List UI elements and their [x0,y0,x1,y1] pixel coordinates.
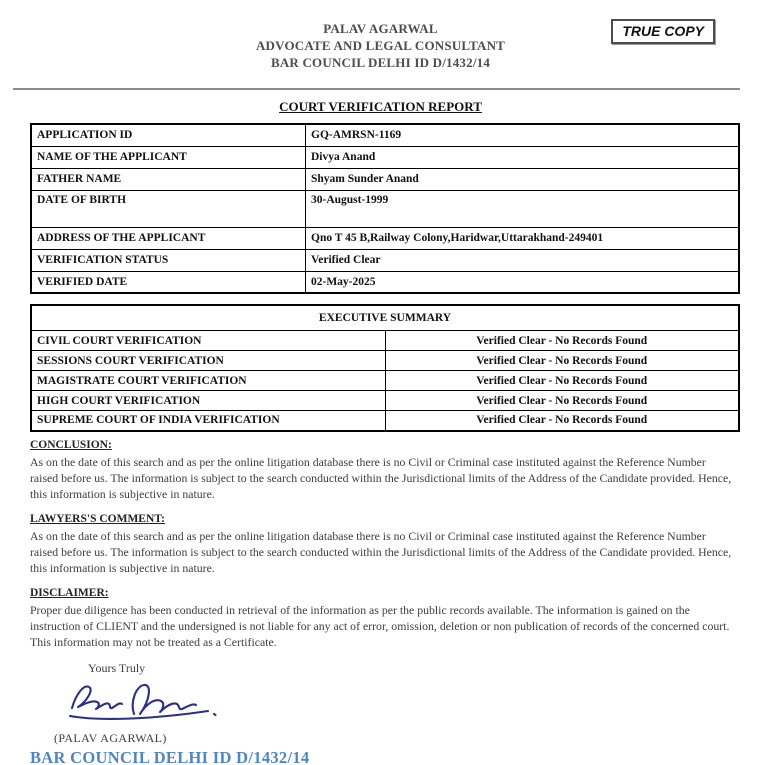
section-heading: CONCLUSION: [30,438,112,451]
report-title: COURT VERIFICATION REPORT [279,99,482,114]
section-body: Proper due diligence has been conducted in retrieval of the information as per the public records available. The information is gained on the instruction of CLIENT and the undersigned is not liable for any act of error, omission, deletion or non publication of records of the concerned court. This information may not be treated as a Certificate. [30,602,730,649]
detail-label: ADDRESS OF THE APPLICANT [31,227,306,249]
verification-result-value: Verified Clear - No Records Found [385,351,739,371]
table-row [31,371,739,391]
closing-block [30,661,761,765]
true-copy-stamp: TRUE COPY [611,19,715,44]
signatory-name: (PALAV AGARWAL) [54,730,167,745]
document-section [30,513,733,576]
handwritten-signature [58,678,761,731]
detail-label: DATE OF BIRTH [31,190,306,227]
narrative-sections [30,439,733,650]
document-section [30,587,733,650]
section-heading: LAWYERS'S COMMENT: [30,512,165,525]
table-row [31,190,739,227]
table-row [31,391,739,411]
advocate-bar-id: BAR COUNCIL DELHI ID D/1432/14 [270,55,491,70]
table-row [31,146,739,168]
executive-summary-title: EXECUTIVE SUMMARY [31,305,739,331]
verification-result-value: Verified Clear - No Records Found [385,371,739,391]
applicant-details-table [30,123,740,294]
table-row [31,411,739,431]
advocate-name: PALAV AGARWAL [323,21,438,36]
verification-type-label: SESSIONS COURT VERIFICATION [31,351,385,371]
document-section [30,439,733,502]
detail-value: Qno T 45 B,Railway Colony,Haridwar,Uttarakhand-249401 [306,227,740,249]
table-row [31,351,739,371]
executive-summary-header-row [31,305,739,331]
verification-result-value: Verified Clear - No Records Found [385,411,739,431]
detail-value: 30-August-1999 [306,190,740,227]
bar-council-id-line: BAR COUNCIL DELHI ID D/1432/14 [30,747,310,765]
verification-type-label: CIVIL COURT VERIFICATION [31,331,385,351]
signature-ink-strokes [58,678,228,726]
detail-value: Shyam Sunder Anand [306,168,740,190]
table-row [31,124,739,146]
verification-type-label: SUPREME COURT OF INDIA VERIFICATION [31,411,385,431]
section-body: As on the date of this search and as per the online litigation database there is no Civil or Criminal case instituted against the Reference Number raised before us. The information is subject to the search conducted within the Jurisdictional limits of the Address of the Candidate provided. Hence, this information is subjective in nature. [30,528,732,575]
header-divider-line [13,88,740,90]
verification-result-value: Verified Clear - No Records Found [385,331,739,351]
verification-type-label: MAGISTRATE COURT VERIFICATION [31,371,385,391]
executive-summary-body [31,331,739,431]
verification-type-label: HIGH COURT VERIFICATION [31,391,385,411]
detail-label: VERIFICATION STATUS [31,249,306,271]
applicant-details-body [31,124,739,293]
table-row [31,249,739,271]
detail-value: 02-May-2025 [306,271,740,293]
detail-label: FATHER NAME [31,168,306,190]
executive-summary-table [30,304,740,432]
verification-result-value: Verified Clear - No Records Found [385,391,739,411]
section-heading: DISCLAIMER: [30,586,109,599]
section-body: As on the date of this search and as per the online litigation database there is no Civil or Criminal case instituted against the Reference Number raised before us. The information is subject to the search conducted within the Jurisdictional limits of the Address of the Candidate provided. Hence, this information is subjective in nature. [30,454,732,501]
salutation: Yours Truly [88,660,146,675]
detail-value: GQ-AMRSN-1169 [306,124,740,146]
detail-value: Divya Anand [306,146,740,168]
detail-label: VERIFIED DATE [31,271,306,293]
table-row [31,168,739,190]
detail-label: APPLICATION ID [31,124,306,146]
detail-value: Verified Clear [306,249,740,271]
detail-label: NAME OF THE APPLICANT [31,146,306,168]
advocate-title: ADVOCATE AND LEGAL CONSULTANT [255,38,506,53]
table-row [31,271,739,293]
table-row [31,331,739,351]
table-row [31,227,739,249]
